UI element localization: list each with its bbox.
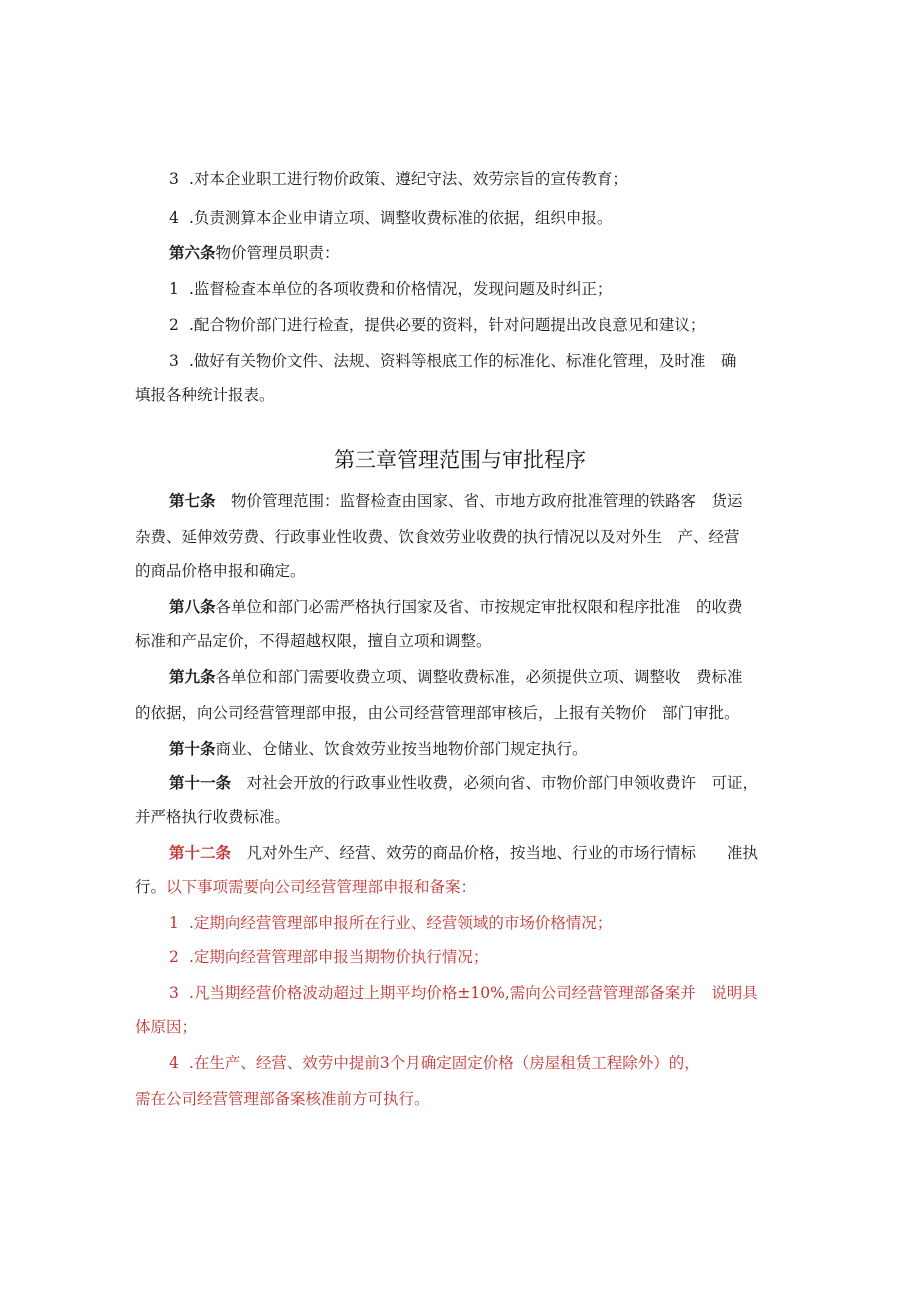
list-item-continuation: 体原因；: [135, 1018, 198, 1036]
article-7-line: 第七条 物价管理范围：监督检查由国家、省、市地方政府批准管理的铁路客 货运: [169, 491, 743, 510]
list-item: 1 .定期向经营管理部申报所在行业、经营领域的市场价格情况；: [169, 914, 613, 932]
list-item: 4 .在生产、经营、效劳中提前3个月确定固定价格（房屋租赁工程除外）的，: [169, 1054, 700, 1072]
list-item: 1 .监督检查本单位的各项收费和价格情况，发现问题及时纠正；: [169, 280, 613, 298]
article-9-line: 第九条各单位和部门需要收费立项、调整收费标准，必须提供立项、调整收 费标准: [169, 667, 743, 686]
article-9-line: 的依据，向公司经营管理部申报，由公司经营管理部审核后，上报有关物价 部门审批。: [135, 704, 740, 722]
article-10: 第十条商业、仓储业、饮食效劳业按当地物价部门规定执行。: [169, 739, 588, 758]
article-7-line: 的商品价格申报和确定。: [135, 562, 306, 580]
article-8-line: 标准和产品定价，不得超越权限，擅自立项和调整。: [135, 632, 492, 650]
article-12-line: 第十二条 凡对外生产、经营、效劳的商品价格，按当地、行业的市场行情标 准执: [169, 843, 759, 862]
article-6: 第六条物价管理员职责：: [169, 243, 340, 262]
article-label: 第七条: [169, 491, 216, 510]
article-8-line: 第八条各单位和部门必需严格执行国家及省、市按规定审批权限和程序批准 的收费: [169, 597, 743, 616]
article-label: 第九条: [169, 667, 216, 686]
article-label: 第十条: [169, 739, 216, 758]
article-label: 第六条: [169, 243, 216, 262]
list-item: 2 .配合物价部门进行检查，提供必要的资料，针对问题提出改良意见和建议；: [169, 316, 706, 334]
list-item-continuation: 填报各种统计报表。: [135, 386, 275, 404]
article-12-line: 行。以下事项需要向公司经营管理部申报和备案：: [135, 878, 477, 896]
article-11-line: 第十一条 对社会开放的行政事业性收费，必须向省、市物价部门申领收费许 可证，: [169, 773, 759, 792]
list-item: 3 .做好有关物价文件、法规、资料等根底工作的标准化、标准化管理，及时准 确: [169, 352, 737, 370]
article-label: 第十二条: [169, 843, 232, 862]
article-7-line: 杂费、延伸效劳费、行政事业性收费、饮食效劳业收费的执行情况以及对外生 产、经营: [135, 528, 740, 546]
list-item-continuation: 需在公司经营管理部备案核准前方可执行。: [135, 1090, 430, 1108]
list-item: 3 .对本企业职工进行物价政策、遵纪守法、效劳宗旨的宣传教育；: [169, 170, 628, 188]
article-11-line: 并严格执行收费标准。: [135, 808, 291, 826]
article-label: 第八条: [169, 597, 216, 616]
article-label: 第十一条: [169, 773, 232, 792]
list-item: 4 .负责测算本企业申请立项、调整收费标准的依据，组织申报。: [169, 209, 613, 227]
list-item: 3 .凡当期经营价格波动超过上期平均价格±10%,需向公司经营管理部备案并 说明具: [169, 984, 758, 1002]
chapter-title: 第三章管理范围与审批程序: [334, 448, 586, 472]
list-item: 2 .定期向经营管理部申报当期物价执行情况；: [169, 948, 489, 966]
